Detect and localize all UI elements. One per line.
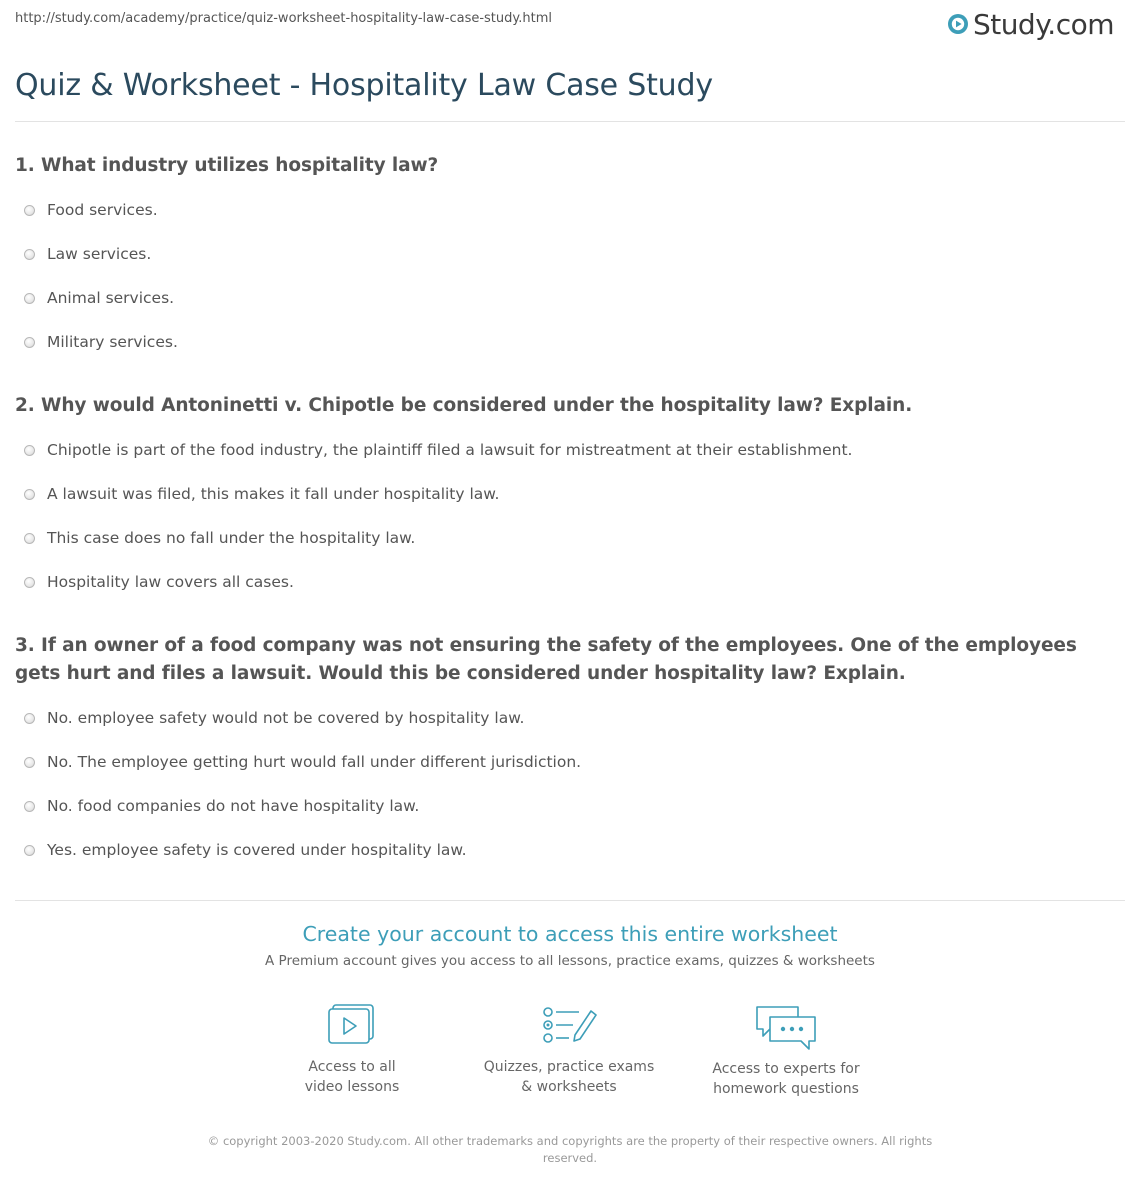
cta-subtitle: A Premium account gives you access to all lessons, practice exams, quizzes & worksheets (265, 953, 875, 969)
radio-button[interactable] (24, 533, 35, 544)
answer-text: Chipotle is part of the food industry, the plaintiff filed a lawsuit for mistreatment at their establishment. (47, 441, 853, 459)
answer-list (15, 188, 1125, 364)
logo-text: Study.com (972, 7, 1114, 41)
answer-option[interactable] (15, 428, 1125, 472)
feature-label-line2: & worksheets (521, 1079, 617, 1095)
feature-label (686, 1059, 886, 1099)
question-3 (15, 632, 1125, 872)
answer-text: Law services. (47, 245, 152, 263)
question-2 (15, 392, 1125, 604)
answer-text: Food services. (47, 201, 158, 219)
answer-option[interactable] (15, 560, 1125, 604)
radio-button[interactable] (24, 293, 35, 304)
section-divider (15, 900, 1125, 901)
radio-button[interactable] (24, 337, 35, 348)
radio-button[interactable] (24, 489, 35, 500)
question-text: 1. What industry utilizes hospitality law? (15, 155, 439, 176)
feature-label-line2: video lessons (304, 1079, 400, 1095)
answer-list (15, 696, 1125, 872)
page-title: Quiz & Worksheet - Hospitality Law Case Study (15, 68, 713, 103)
answer-text: No. The employee getting hurt would fall under different jurisdiction. (47, 753, 582, 771)
study-logo[interactable] (947, 8, 1114, 40)
question-text: 2. Why would Antoninetti v. Chipotle be considered under the hospitality law? Explain. (15, 395, 913, 416)
feature-experts (686, 1003, 886, 1099)
quiz-checklist-icon (539, 1003, 599, 1047)
answer-text: Yes. employee safety is covered under hospitality law. (47, 841, 467, 859)
feature-label-line1: Quizzes, practice exams (483, 1059, 655, 1075)
answer-text: A lawsuit was filed, this makes it fall under hospitality law. (47, 485, 500, 503)
answer-option[interactable] (15, 784, 1125, 828)
answer-option[interactable] (15, 472, 1125, 516)
answer-text: Animal services. (47, 289, 175, 307)
radio-button[interactable] (24, 713, 35, 724)
answer-option[interactable] (15, 276, 1125, 320)
radio-button[interactable] (24, 845, 35, 856)
play-logo-icon (947, 13, 969, 35)
answer-option[interactable] (15, 828, 1125, 872)
answer-text: Hospitality law covers all cases. (47, 573, 294, 591)
feature-label-line1: Access to all (308, 1059, 396, 1075)
question-text: 3. If an owner of a food company was not ensuring the safety of the employees. One of the employees gets hurt and files a lawsuit. Would this be considered under hospitality law? Explain. (15, 635, 1077, 684)
feature-label-line1: Access to experts for (712, 1061, 860, 1077)
video-lessons-icon (325, 1003, 379, 1047)
feature-label (469, 1057, 669, 1097)
feature-video-lessons (252, 1003, 452, 1097)
radio-button[interactable] (24, 205, 35, 216)
radio-button[interactable] (24, 757, 35, 768)
answer-text: This case does no fall under the hospitality law. (47, 529, 416, 547)
answer-text: No. food companies do not have hospitality law. (47, 797, 420, 815)
answer-text: No. employee safety would not be covered by hospitality law. (47, 709, 525, 727)
answer-text: Military services. (47, 333, 178, 351)
copyright-notice: © copyright 2003-2020 Study.com. All other trademarks and copyrights are the property of their respective owners. All rights reserved. (207, 1134, 933, 1165)
radio-button[interactable] (24, 577, 35, 588)
cta-title[interactable]: Create your account to access this entire worksheet (302, 922, 838, 946)
radio-button[interactable] (24, 801, 35, 812)
page-url: http://study.com/academy/practice/quiz-worksheet-hospitality-law-case-study.html (15, 11, 552, 26)
answer-option[interactable] (15, 232, 1125, 276)
feature-label-line2: homework questions (713, 1081, 859, 1097)
feature-label (252, 1057, 452, 1097)
feature-quizzes (469, 1003, 669, 1097)
answer-option[interactable] (15, 188, 1125, 232)
title-divider (15, 121, 1125, 122)
answer-option[interactable] (15, 516, 1125, 560)
answer-option[interactable] (15, 320, 1125, 364)
answer-option[interactable] (15, 696, 1125, 740)
radio-button[interactable] (24, 445, 35, 456)
chat-bubbles-icon (754, 1003, 818, 1053)
top-bar (0, 0, 1140, 48)
answer-list (15, 428, 1125, 604)
question-1 (15, 152, 1125, 364)
radio-button[interactable] (24, 249, 35, 260)
answer-option[interactable] (15, 740, 1125, 784)
